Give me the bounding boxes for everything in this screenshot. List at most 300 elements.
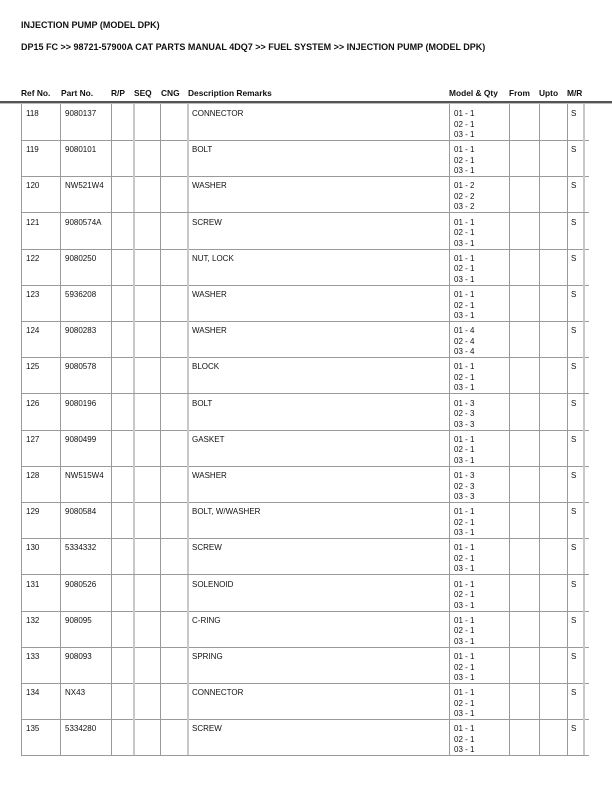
column-divider [509, 213, 510, 249]
column-divider [449, 357, 450, 393]
part-no-cell: 908093 [65, 652, 92, 661]
column-divider [133, 611, 135, 647]
column-divider [21, 575, 22, 611]
column-divider [583, 213, 585, 249]
part-no-cell: 9080526 [65, 579, 97, 589]
column-divider [111, 394, 112, 430]
column-divider [60, 611, 61, 647]
column-divider [187, 683, 189, 719]
mr-cell: S [571, 543, 577, 553]
column-divider [21, 394, 22, 430]
mr-cell: S [571, 652, 577, 661]
part-no-cell: 5334332 [65, 543, 97, 553]
column-divider [449, 647, 450, 683]
column-divider [567, 502, 568, 538]
ref-no-cell: 130 [26, 543, 40, 553]
table-row [21, 538, 589, 575]
ref-no-cell: 118 [26, 109, 39, 118]
column-divider [133, 683, 135, 719]
mr-cell: S [571, 181, 577, 191]
description-cell: BOLT, W/WASHER [192, 507, 261, 517]
column-divider [60, 321, 61, 357]
model-qty-cell: 01 - 1 02 - 1 03 - 1 [454, 507, 475, 538]
part-no-cell: 9080283 [65, 326, 97, 336]
table-row [21, 357, 589, 394]
column-divider [187, 430, 189, 466]
column-divider [133, 213, 135, 249]
column-divider [539, 321, 540, 357]
column-divider [449, 719, 450, 755]
column-divider [21, 538, 22, 574]
description-cell: NUT, LOCK [192, 253, 234, 263]
mr-cell: S [571, 434, 577, 444]
breadcrumb: DP15 FC >> 98721-57900A CAT PARTS MANUAL 4DQ7 >> FUEL SYSTEM >> INJECTION PUMP (MODEL DPK) [21, 42, 486, 52]
ref-no-cell: 120 [26, 181, 40, 191]
ref-no-cell: 126 [26, 398, 40, 408]
column-divider [60, 466, 61, 502]
column-divider [539, 249, 540, 285]
header-description: Description Remarks [188, 88, 272, 98]
table-row [21, 719, 589, 756]
column-divider [449, 611, 450, 647]
column-divider [111, 719, 112, 755]
part-no-cell: 5334280 [65, 724, 97, 734]
model-qty-cell: 01 - 1 02 - 1 03 - 1 [454, 362, 475, 393]
column-divider [187, 249, 189, 285]
ref-no-cell: 121 [26, 217, 40, 227]
column-divider [539, 394, 540, 430]
column-divider [449, 502, 450, 538]
header-mr: M/R [567, 88, 583, 98]
mr-cell: S [571, 579, 577, 589]
ref-no-cell: 124 [26, 326, 40, 336]
column-divider [111, 285, 112, 321]
column-divider [509, 321, 510, 357]
column-divider [187, 575, 189, 611]
column-divider [60, 249, 61, 285]
column-divider [111, 647, 112, 683]
column-divider [509, 647, 510, 683]
model-qty-cell: 01 - 1 02 - 1 03 - 1 [454, 543, 475, 574]
column-divider [60, 683, 61, 719]
column-divider [187, 611, 189, 647]
column-divider [60, 213, 61, 249]
column-divider [509, 611, 510, 647]
column-divider [539, 611, 540, 647]
part-no-cell: 9080250 [65, 253, 97, 263]
description-cell: BLOCK [192, 362, 220, 372]
column-divider [133, 502, 135, 538]
table-row [21, 647, 589, 684]
column-divider [111, 466, 112, 502]
column-divider [567, 357, 568, 393]
part-no-cell: 9080137 [65, 109, 97, 118]
column-divider [567, 213, 568, 249]
table-row [21, 140, 589, 177]
column-divider [449, 683, 450, 719]
column-divider [449, 285, 450, 321]
column-divider [583, 104, 585, 140]
page-title: INJECTION PUMP (MODEL DPK) [21, 20, 160, 30]
part-no-cell: NX43 [65, 688, 86, 698]
column-divider [111, 538, 112, 574]
table-row [21, 430, 589, 467]
column-divider [21, 611, 22, 647]
column-divider [567, 575, 568, 611]
column-divider [60, 357, 61, 393]
column-divider [160, 538, 161, 574]
column-divider [160, 575, 161, 611]
mr-cell: S [571, 362, 577, 372]
column-divider [21, 176, 22, 212]
column-divider [111, 321, 112, 357]
column-divider [133, 357, 135, 393]
table-row [21, 213, 589, 250]
column-divider [539, 575, 540, 611]
column-divider [111, 611, 112, 647]
column-divider [21, 321, 22, 357]
model-qty-cell: 01 - 1 02 - 1 03 - 1 [454, 688, 475, 719]
mr-cell: S [571, 326, 577, 336]
column-divider [449, 176, 450, 212]
table-row [21, 394, 589, 431]
part-no-cell: 9080584 [65, 507, 97, 517]
column-divider [567, 719, 568, 755]
column-divider [187, 466, 189, 502]
column-divider [567, 394, 568, 430]
column-divider [509, 357, 510, 393]
description-cell: BOLT [192, 145, 213, 155]
part-no-cell: 9080578 [65, 362, 97, 372]
column-divider [509, 538, 510, 574]
column-divider [509, 430, 510, 466]
table-row [21, 176, 589, 213]
header-model-qty: Model & Qty [449, 88, 498, 98]
model-qty-cell: 01 - 1 02 - 1 03 - 1 [454, 434, 475, 465]
column-divider [133, 285, 135, 321]
column-divider [133, 321, 135, 357]
column-divider [187, 538, 189, 574]
model-qty-cell: 01 - 1 02 - 1 03 - 1 [454, 253, 475, 284]
part-no-cell: NW515W4 [65, 471, 104, 480]
column-divider [187, 104, 189, 140]
description-cell: SCREW [192, 724, 222, 734]
column-divider [60, 502, 61, 538]
column-divider [583, 176, 585, 212]
ref-no-cell: 119 [26, 145, 39, 155]
column-divider [583, 466, 585, 502]
ref-no-cell: 134 [26, 688, 40, 698]
column-divider [567, 249, 568, 285]
column-divider [160, 357, 161, 393]
part-no-cell: 5936208 [65, 290, 97, 299]
column-divider [187, 357, 189, 393]
mr-cell: S [571, 109, 577, 118]
ref-no-cell: 133 [26, 652, 40, 661]
column-divider [567, 683, 568, 719]
header-upto: Upto [539, 88, 559, 98]
table-row [21, 502, 589, 539]
column-divider [509, 394, 510, 430]
column-divider [111, 357, 112, 393]
ref-no-cell: 127 [26, 434, 40, 444]
column-divider [449, 394, 450, 430]
description-cell: GASKET [192, 434, 225, 444]
column-divider [539, 466, 540, 502]
column-divider [539, 719, 540, 755]
header-rp: R/P [111, 88, 125, 98]
column-divider [133, 140, 135, 176]
column-divider [133, 647, 135, 683]
header-from: From [509, 88, 530, 98]
mr-cell: S [571, 615, 577, 625]
column-divider [160, 394, 161, 430]
column-divider [111, 104, 112, 140]
ref-no-cell: 129 [26, 507, 40, 517]
column-divider [21, 104, 22, 140]
column-divider [509, 502, 510, 538]
mr-cell: S [571, 217, 577, 227]
model-qty-cell: 01 - 1 02 - 1 03 - 1 [454, 615, 475, 646]
column-divider [509, 575, 510, 611]
column-divider [449, 430, 450, 466]
description-cell: WASHER [192, 290, 227, 299]
column-divider [187, 140, 189, 176]
column-divider [509, 140, 510, 176]
column-divider [111, 249, 112, 285]
column-divider [133, 430, 135, 466]
column-divider [539, 104, 540, 140]
column-divider [539, 502, 540, 538]
column-divider [449, 466, 450, 502]
part-no-cell: NW521W4 [65, 181, 104, 191]
column-divider [567, 647, 568, 683]
column-divider [60, 430, 61, 466]
model-qty-cell: 01 - 1 02 - 1 03 - 1 [454, 217, 475, 248]
table-row [21, 321, 589, 358]
column-divider [160, 502, 161, 538]
column-divider [21, 285, 22, 321]
column-divider [509, 249, 510, 285]
table-row [21, 575, 589, 612]
column-divider [583, 683, 585, 719]
column-divider [539, 683, 540, 719]
column-divider [539, 430, 540, 466]
column-divider [583, 285, 585, 321]
ref-no-cell: 132 [26, 615, 40, 625]
mr-cell: S [571, 290, 577, 299]
column-divider [187, 647, 189, 683]
column-divider [583, 611, 585, 647]
column-divider [583, 502, 585, 538]
mr-cell: S [571, 471, 577, 480]
column-divider [449, 575, 450, 611]
table-row [21, 611, 589, 648]
column-divider [160, 140, 161, 176]
description-cell: CONNECTOR [192, 109, 244, 118]
column-divider [509, 176, 510, 212]
column-divider [539, 357, 540, 393]
column-divider [60, 538, 61, 574]
column-divider [160, 104, 161, 140]
table-row [21, 683, 589, 720]
column-divider [160, 249, 161, 285]
column-divider [133, 538, 135, 574]
column-divider [60, 285, 61, 321]
column-divider [567, 611, 568, 647]
column-divider [449, 140, 450, 176]
column-divider [449, 321, 450, 357]
column-divider [21, 249, 22, 285]
column-divider [567, 466, 568, 502]
column-divider [187, 719, 189, 755]
column-divider [60, 394, 61, 430]
description-cell: SOLENOID [192, 579, 234, 589]
column-divider [160, 176, 161, 212]
column-divider [583, 140, 585, 176]
column-divider [187, 213, 189, 249]
column-divider [111, 213, 112, 249]
ref-no-cell: 123 [26, 290, 40, 299]
column-divider [567, 285, 568, 321]
part-no-cell: 9080499 [65, 434, 97, 444]
column-divider [187, 176, 189, 212]
model-qty-cell: 01 - 1 02 - 1 03 - 1 [454, 652, 475, 682]
column-divider [160, 611, 161, 647]
column-divider [21, 502, 22, 538]
column-divider [21, 357, 22, 393]
column-divider [509, 104, 510, 140]
column-divider [111, 683, 112, 719]
description-cell: CONNECTOR [192, 688, 244, 698]
header-part-no: Part No. [61, 88, 94, 98]
column-divider [160, 321, 161, 357]
column-divider [583, 647, 585, 683]
mr-cell: S [571, 507, 577, 517]
model-qty-cell: 01 - 1 02 - 1 03 - 1 [454, 579, 475, 610]
ref-no-cell: 135 [26, 724, 40, 734]
model-qty-cell: 01 - 1 02 - 1 03 - 1 [454, 145, 475, 176]
column-divider [160, 285, 161, 321]
column-divider [133, 719, 135, 755]
column-divider [21, 647, 22, 683]
column-divider [583, 538, 585, 574]
column-divider [567, 140, 568, 176]
column-divider [583, 394, 585, 430]
column-divider [539, 176, 540, 212]
column-divider [60, 647, 61, 683]
column-divider [21, 719, 22, 755]
column-divider [567, 321, 568, 357]
column-divider [133, 176, 135, 212]
description-cell: WASHER [192, 326, 227, 336]
table-row [21, 466, 589, 503]
column-divider [21, 683, 22, 719]
column-divider [449, 538, 450, 574]
column-divider [160, 466, 161, 502]
mr-cell: S [571, 145, 577, 155]
part-no-cell: 908095 [65, 615, 92, 625]
column-divider [509, 285, 510, 321]
column-divider [21, 430, 22, 466]
column-divider [60, 719, 61, 755]
column-divider [21, 466, 22, 502]
column-divider [449, 249, 450, 285]
header-cng: CNG [161, 88, 180, 98]
ref-no-cell: 125 [26, 362, 40, 372]
column-divider [567, 104, 568, 140]
mr-cell: S [571, 724, 577, 734]
column-divider [21, 213, 22, 249]
column-divider [160, 719, 161, 755]
column-divider [160, 213, 161, 249]
table-row [21, 285, 589, 322]
description-cell: BOLT [192, 398, 213, 408]
column-divider [111, 502, 112, 538]
part-no-cell: 9080196 [65, 398, 97, 408]
column-divider [60, 140, 61, 176]
mr-cell: S [571, 398, 577, 408]
part-no-cell: 9080101 [65, 145, 97, 155]
model-qty-cell: 01 - 3 02 - 3 03 - 3 [454, 398, 475, 429]
description-cell: SCREW [192, 543, 222, 553]
model-qty-cell: 01 - 3 02 - 3 03 - 3 [454, 471, 475, 501]
column-divider [111, 575, 112, 611]
column-divider [539, 285, 540, 321]
description-cell: SPRING [192, 652, 223, 661]
column-divider [509, 466, 510, 502]
mr-cell: S [571, 253, 577, 263]
model-qty-cell: 01 - 1 02 - 1 03 - 1 [454, 724, 475, 755]
column-divider [567, 176, 568, 212]
model-qty-cell: 01 - 4 02 - 4 03 - 4 [454, 326, 475, 357]
column-divider [567, 538, 568, 574]
column-divider [111, 140, 112, 176]
column-divider [187, 502, 189, 538]
ref-no-cell: 122 [26, 253, 40, 263]
model-qty-cell: 01 - 1 02 - 1 03 - 1 [454, 290, 475, 320]
ref-no-cell: 128 [26, 471, 40, 480]
column-divider [133, 575, 135, 611]
description-cell: WASHER [192, 471, 227, 480]
column-divider [133, 104, 135, 140]
description-cell: SCREW [192, 217, 222, 227]
table-row [21, 104, 589, 141]
column-divider [567, 430, 568, 466]
header-seq: SEQ [134, 88, 152, 98]
column-divider [509, 683, 510, 719]
column-divider [160, 647, 161, 683]
part-no-cell: 9080574A [65, 217, 102, 227]
column-divider [539, 647, 540, 683]
mr-cell: S [571, 688, 577, 698]
column-divider [583, 430, 585, 466]
column-divider [449, 213, 450, 249]
column-divider [60, 575, 61, 611]
column-divider [583, 575, 585, 611]
column-divider [133, 394, 135, 430]
column-divider [133, 466, 135, 502]
column-divider [133, 249, 135, 285]
column-divider [539, 213, 540, 249]
column-divider [583, 719, 585, 755]
column-divider [21, 140, 22, 176]
column-divider [583, 357, 585, 393]
model-qty-cell: 01 - 2 02 - 2 03 - 2 [454, 181, 475, 212]
column-divider [160, 430, 161, 466]
column-divider [539, 538, 540, 574]
column-divider [449, 104, 450, 140]
